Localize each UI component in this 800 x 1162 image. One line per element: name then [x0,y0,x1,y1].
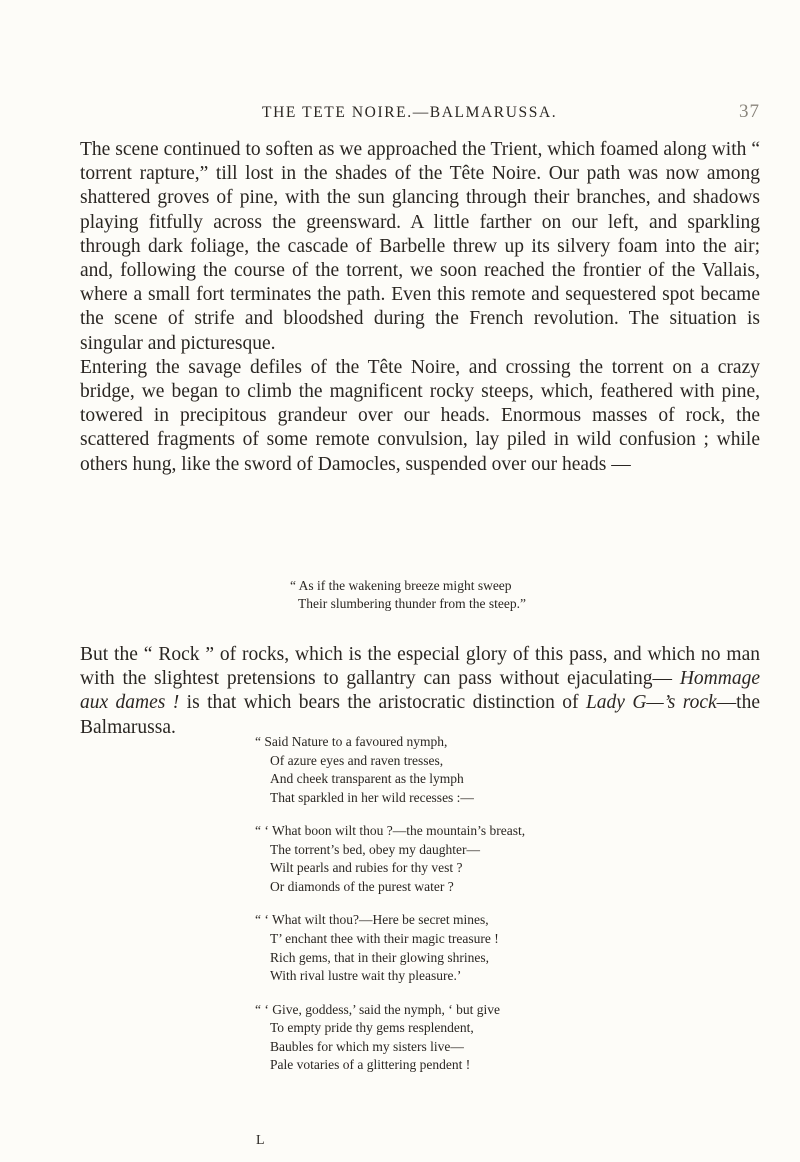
page-header [0,101,800,130]
poem-line: And cheek transparent as the lymph [270,771,464,787]
poem-line: Wilt pearls and rubies for thy vest ? [270,860,463,876]
main-text-block [80,138,760,477]
running-title: THE TETE NOIRE.—BALMARUSSA. [262,104,558,121]
poem-line: “ ‘ What wilt thou?—Here be secret mines, [255,912,489,928]
poem-line: “ Said Nature to a favoured nymph, [255,734,448,749]
epigraph-quote [290,577,526,613]
paragraph-trient: The scene continued to soften as we approached the Trient, which foamed along with “ torrent rapture,” till lost in the shades of the Tête Noire. Our path was now among shattered groves of pine, with the sun glancing through their branches, and shadows playing fitfully across the greensward. A little farther on our left, and sparkling through dark foliage, the cascade of Barbelle threw up its silvery foam into the air; and, following the course of the torrent, we soon reached the frontier of the Vallais, where a small fort terminates the path. Even this remote and sequestered spot became the scene of strife and bloodshed during the French revolution. The situation is singular and picturesque. [80,139,760,354]
poem-line: “ ‘ Give, goddess,’ said the nymph, ‘ but give [255,1001,500,1017]
quote-line-2: Their slumbering thunder from the steep.” [298,596,526,611]
poem-line: Rich gems, that in their glowing shrines, [270,949,489,965]
poem-line: To empty pride thy gems resplendent, [270,1020,474,1036]
poem-stanza-1 [255,733,525,807]
poem-stanza-3 [255,911,525,985]
poem-line: Of azure eyes and raven tresses, [270,752,444,768]
poem-line: Pale votaries of a glittering pendent ! [270,1057,471,1073]
poem-line: T’ enchant thee with their magic treasure ! [270,930,499,946]
paragraph-balmarussa-part3: —the Balmarussa. [80,692,760,738]
poem-line: Or diamonds of the purest water ? [270,878,454,894]
poem-line: That sparkled in her wild recesses :— [270,789,474,805]
poem-line: The torrent’s bed, obey my daughter— [270,841,480,857]
page-number: 37 [739,101,760,122]
poem-line: With rival lustre wait thy pleasure.’ [270,968,462,984]
poem-line: Baubles for which my sisters live— [270,1038,464,1054]
poem-stanza-4 [255,1001,525,1075]
hommage-phrase: Hommage aux dames ! [80,668,760,714]
poem [255,733,525,1090]
poem-line: “ ‘ What boon wilt thou ?—the mountain’s breast, [255,823,526,839]
paragraph-balmarussa-part1: But the “ Rock ” of rocks, which is the especial glory of this pass, and which no man with the slightest pretensions to gallantry can pass without ejaculating— [80,644,760,690]
paragraph-balmarussa-part2: is that which bears the aristocratic distinction of [179,692,586,714]
signature-mark: L [256,1133,265,1148]
paragraph-balmarussa [80,643,760,740]
poem-stanza-2 [255,822,525,896]
quote-line-1: “ As if the wakening breeze might sweep [290,578,512,593]
paragraph-tete-noire: Entering the savage defiles of the Tête Noire, and crossing the torrent on a crazy bridge, we began to climb the magnificent rocky steeps, which, feathered with pine, towered in precipitous grandeur over our heads. Enormous masses of rock, the scattered fragments of some remote convulsion, lay piled in wild confusion ; while others hung, like the sword of Damocles, suspended over our heads — [80,356,760,475]
lady-rock-phrase: Lady G—’s rock [585,692,717,714]
